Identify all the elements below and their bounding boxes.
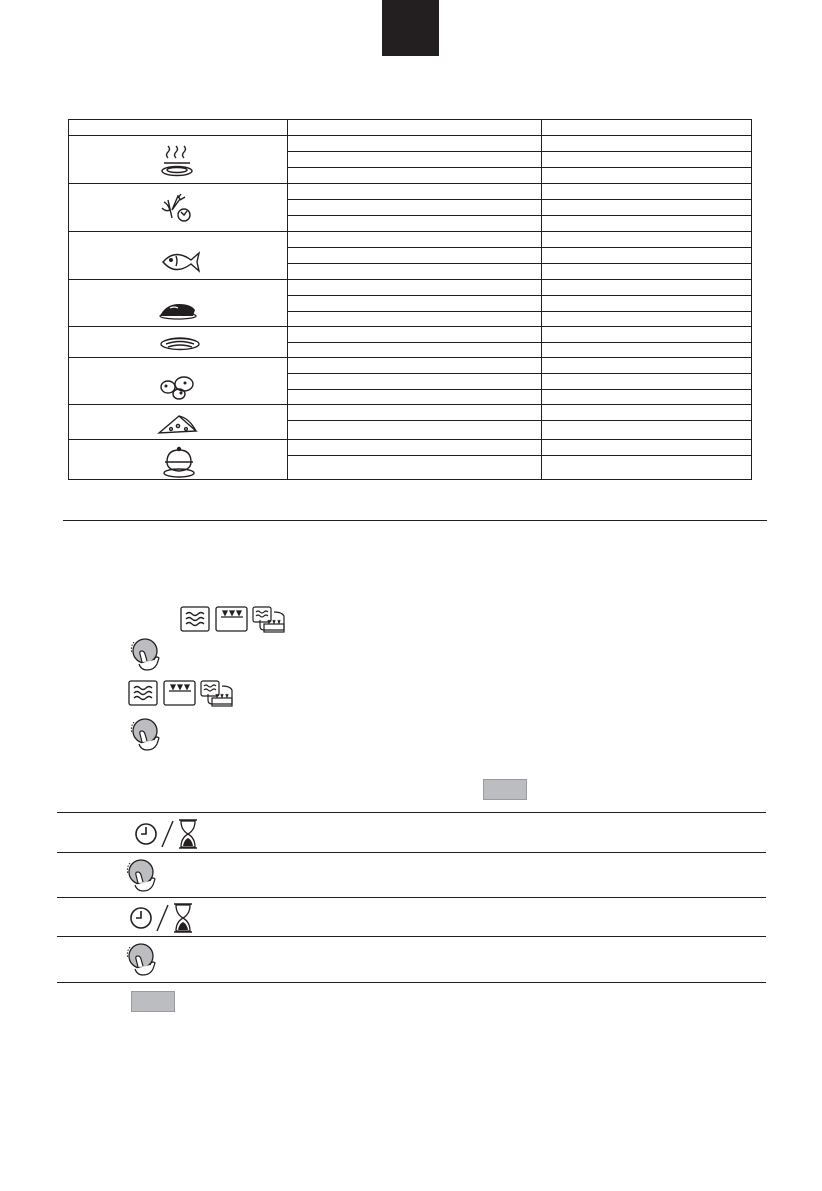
mode-icons-group-2 — [128, 680, 238, 710]
rotary-dial-icon[interactable] — [124, 857, 160, 895]
food-category-table — [0, 0, 822, 500]
pasta-plate-icon — [161, 338, 199, 350]
soup-bowl-icon — [164, 448, 194, 478]
rotary-dial-icon[interactable] — [128, 716, 164, 756]
rotary-dial-icon[interactable] — [124, 941, 160, 979]
mode-icons-group-1 — [180, 606, 290, 636]
grill-mode-icon[interactable] — [216, 607, 247, 631]
vegetables-icon — [162, 194, 190, 221]
potatoes-icon — [161, 377, 193, 399]
reheat-plate-icon — [162, 146, 192, 176]
clock-timer-icon[interactable] — [127, 902, 197, 934]
section-divider — [63, 520, 767, 521]
start-button[interactable] — [131, 991, 175, 1012]
meat-steak-icon — [160, 304, 196, 319]
fish-icon — [163, 253, 199, 271]
rotary-dial-icon[interactable] — [128, 636, 164, 672]
pizza-slice-icon — [159, 416, 196, 433]
step-divider — [57, 812, 766, 813]
step-divider — [57, 936, 766, 937]
microwave-mode-icon[interactable] — [181, 607, 209, 631]
microwave-mode-icon[interactable] — [129, 681, 157, 705]
clock-timer-icon[interactable] — [132, 818, 202, 850]
combination-mode-icon[interactable] — [201, 681, 232, 706]
combination-mode-icon[interactable] — [253, 607, 284, 632]
start-button[interactable] — [483, 779, 527, 800]
step-divider — [57, 852, 766, 853]
step-divider — [57, 982, 766, 983]
table-grid — [68, 119, 752, 480]
step-divider — [57, 897, 766, 898]
grill-mode-icon[interactable] — [164, 681, 195, 705]
